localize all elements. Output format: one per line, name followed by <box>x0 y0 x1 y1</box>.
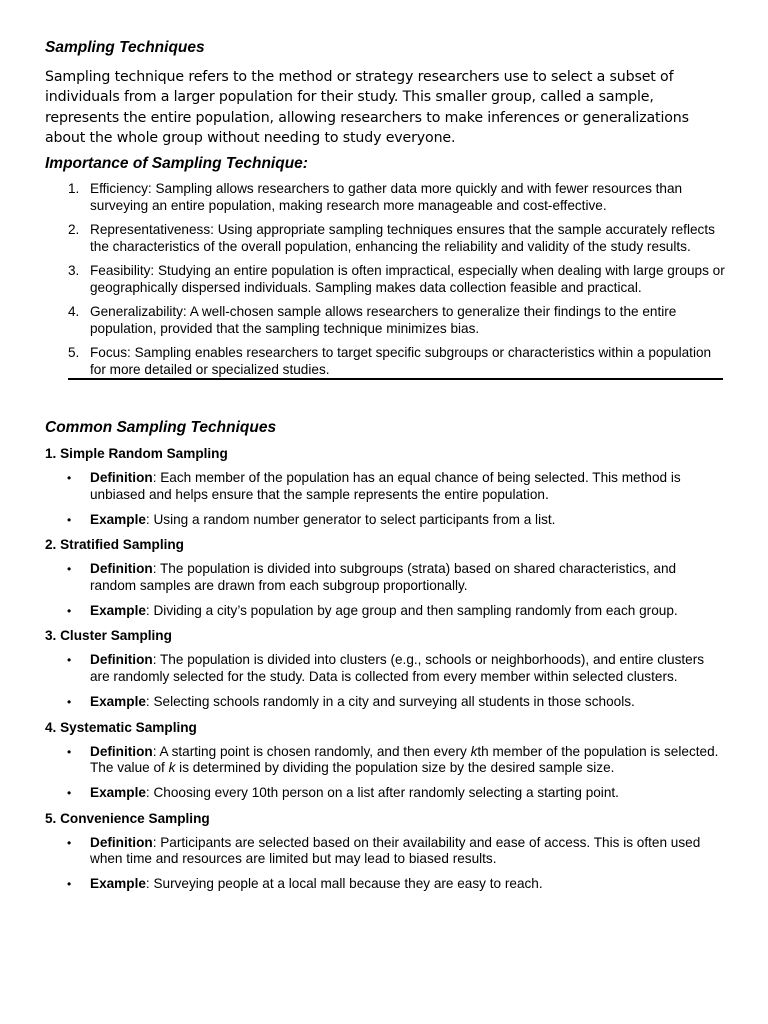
technique-cluster <box>45 627 725 710</box>
list-item-text: Generalizability: A well-chosen sample allows researchers to generalize their findings to the entire population, provided that the sampling technique minimizes bias. <box>90 304 677 337</box>
technique-convenience <box>45 810 725 893</box>
technique-heading: 5. Convenience Sampling <box>45 810 210 826</box>
list-number: 4. <box>68 304 80 320</box>
list-number: 2. <box>68 222 80 238</box>
intro-paragraph: Sampling technique refers to the method or strategy researchers use to select a subset of individuals from a larger population for their study. This smaller group, called a sample, represents the entire population, allowing researchers to make inferences or generalizations about the whole group without needing to study everyone. <box>45 69 689 146</box>
technique-heading: 1. Simple Random Sampling <box>45 446 228 462</box>
list-item-text: Focus: Sampling enables researchers to target specific subgroups or characteristics within a population for more detailed or specialized studies. <box>90 345 712 378</box>
definition-text: : The population is divided into subgroups (strata) based on shared characteristics, and random samples are drawn from each subgroup proportionally. <box>90 561 677 593</box>
importance-heading: Importance of Sampling Technique: <box>45 155 308 173</box>
definition-item <box>67 470 725 503</box>
definition-text-part: th member of the population is selected. The value of <box>90 743 719 776</box>
bullet-icon: • <box>67 562 72 577</box>
technique-heading: 3. Cluster Sampling <box>45 628 172 644</box>
importance-list <box>68 180 725 378</box>
definition-label: Definition <box>90 561 153 577</box>
example-item <box>67 603 725 620</box>
example-text: : Selecting schools randomly in a city and surveying all students in those schools. <box>145 693 635 709</box>
definition-item <box>67 561 725 594</box>
common-techniques-heading: Common Sampling Techniques <box>45 419 277 437</box>
example-item <box>67 512 725 529</box>
example-label: Example <box>90 693 146 709</box>
bullet-icon: • <box>67 835 72 850</box>
list-number: 5. <box>68 345 80 361</box>
bullet-icon: • <box>67 512 72 527</box>
technique-bullets <box>67 470 725 528</box>
variable-k: k <box>168 760 176 776</box>
example-label: Example <box>90 602 146 618</box>
definition-label: Definition <box>90 470 153 486</box>
technique-bullets <box>67 652 725 710</box>
bullet-icon: • <box>67 694 72 709</box>
example-label: Example <box>90 511 146 527</box>
example-text: : Dividing a city’s population by age group and then sampling randomly from each group. <box>145 602 678 618</box>
technique-bullets <box>67 744 725 802</box>
list-number: 3. <box>68 263 80 279</box>
list-number: 1. <box>68 181 80 197</box>
example-text: : Using a random number generator to select participants from a list. <box>145 511 556 527</box>
definition-item <box>67 744 725 777</box>
list-item-text: Efficiency: Sampling allows researchers to gather data more quickly and with fewer resources than surveying an entire population, making research more manageable and cost-effective. <box>90 181 683 214</box>
list-item <box>68 344 725 378</box>
list-item <box>68 221 725 255</box>
definition-text: : Participants are selected based on their availability and ease of access. This is often used when time and resources are limited but may lead to biased results. <box>90 834 701 867</box>
list-item <box>68 180 725 214</box>
definition-label: Definition <box>90 743 153 759</box>
list-item-text: Representativeness: Using appropriate sampling techniques ensures that the sample accurately reflects the characteristics of the overall population, enhancing the reliability and validity of the study results. <box>90 222 715 255</box>
example-item <box>67 785 725 802</box>
definition-text-part: : A starting point is chosen randomly, and then every <box>152 743 471 759</box>
document-title: Sampling Techniques <box>45 39 205 56</box>
definition-item <box>67 835 725 868</box>
technique-bullets <box>67 835 725 893</box>
horizontal-rule <box>68 378 723 380</box>
example-item <box>67 694 725 711</box>
technique-heading: 2. Stratified Sampling <box>45 537 184 553</box>
example-text: : Surveying people at a local mall because they are easy to reach. <box>145 876 543 892</box>
variable-k: k <box>470 743 478 759</box>
example-label: Example <box>90 784 146 800</box>
definition-text: : Each member of the population has an equal chance of being selected. This method is unbiased and helps ensure that the sample represents the entire population. <box>90 470 681 502</box>
bullet-icon: • <box>67 877 72 892</box>
bullet-icon: • <box>67 653 72 668</box>
definition-text: : The population is divided into clusters (e.g., schools or neighborhoods), and entire clusters are randomly selected for the study. Data is collected from every member within selected clusters. <box>90 652 705 685</box>
example-item <box>67 876 725 893</box>
example-text: : Choosing every 10th person on a list after randomly selecting a starting point. <box>145 784 619 800</box>
example-label: Example <box>90 876 146 892</box>
bullet-icon: • <box>67 471 72 486</box>
definition-label: Definition <box>90 834 153 850</box>
document-page <box>45 37 725 901</box>
bullet-icon: • <box>67 785 72 800</box>
list-item <box>68 303 725 337</box>
technique-bullets <box>67 561 725 619</box>
technique-heading: 4. Systematic Sampling <box>45 719 197 735</box>
definition-text-part: is determined by dividing the population size by the desired sample size. <box>175 760 615 776</box>
technique-simple-random <box>45 445 725 528</box>
bullet-icon: • <box>67 744 72 759</box>
technique-stratified <box>45 536 725 619</box>
technique-systematic <box>45 719 725 802</box>
list-item-text: Feasibility: Studying an entire population is often impractical, especially when dealing with large groups or geographically dispersed individuals. Sampling makes data collection feasible and practical. <box>90 263 725 296</box>
definition-label: Definition <box>90 652 153 668</box>
definition-item <box>67 652 725 685</box>
bullet-icon: • <box>67 603 72 618</box>
list-item <box>68 262 725 296</box>
